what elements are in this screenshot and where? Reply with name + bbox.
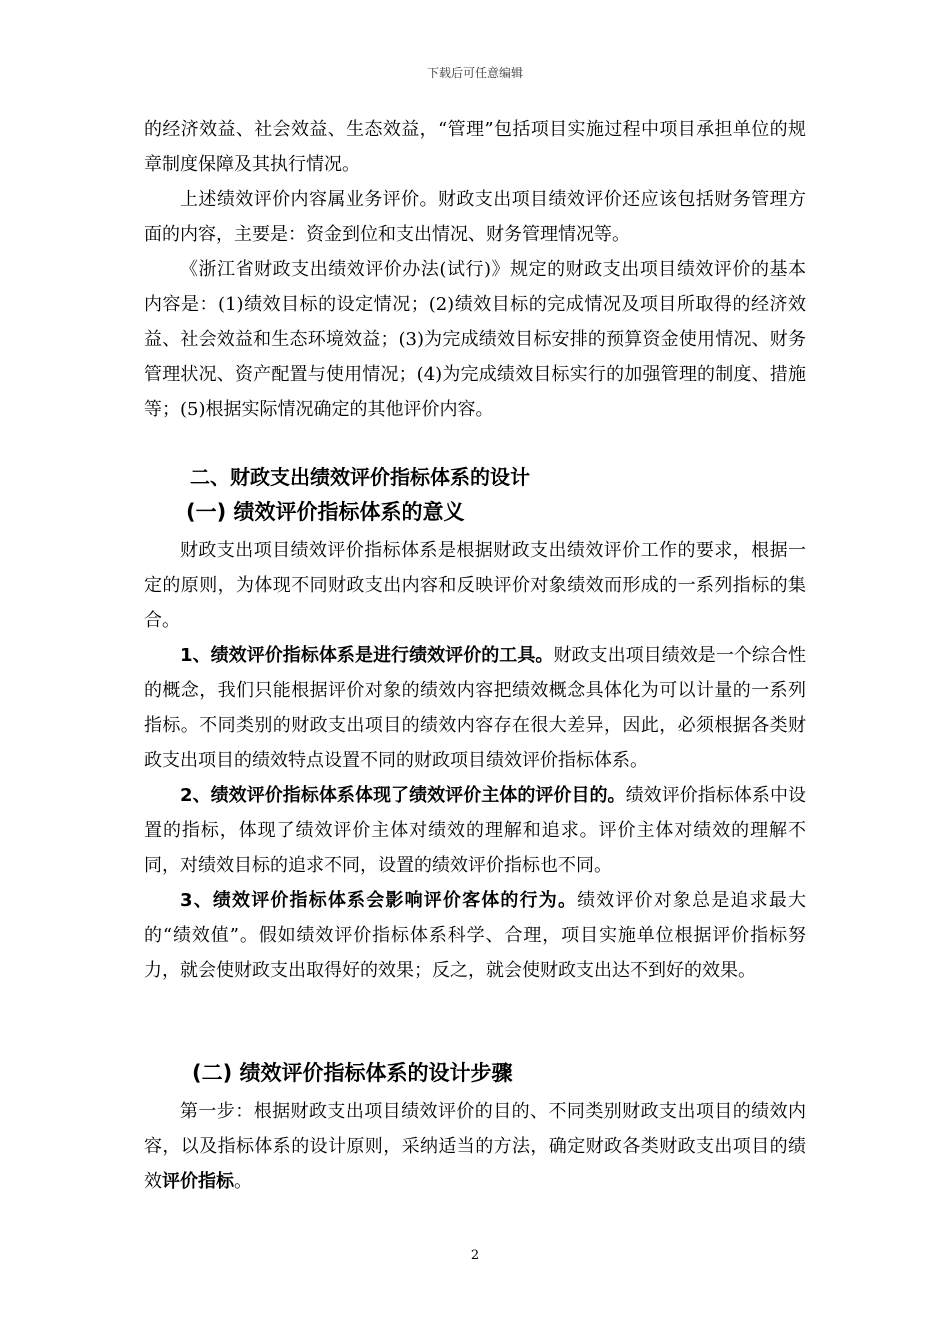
step-1-end: 。	[234, 1171, 252, 1192]
page-header: 下载后可任意编辑	[426, 66, 523, 80]
item-3-text: 绩效评价对象总是追求最大的“绩效值”。假如绩效评价指标体系科学、合理，项目实施单位根据评价指标努力，就会使财政支出取得好的效果；反之，就会使财政支出达不到好的效果。	[144, 890, 807, 981]
item-1-lead: 1、绩效评价指标体系是进行绩效评价的工具。	[180, 645, 554, 666]
item-2-text: 绩效评价指标体系中设置的指标，体现了绩效评价主体对绩效的理解和追求。评价主体对绩效的理解不同，对绩效目标的追求不同，设置的绩效评价指标也不同。	[144, 785, 806, 876]
paragraph-item-1	[144, 638, 806, 778]
paragraph-item-2	[144, 778, 806, 883]
paragraph-item-3	[144, 883, 806, 988]
page-number: 2	[470, 1248, 480, 1263]
paragraph-step-1	[144, 1094, 806, 1199]
paragraph-zhejiang-method: 《浙江省财政支出绩效评价办法(试行)》规定的财政支出项目绩效评价的基本内容是：(1)绩效目标的设定情况；(2)绩效目标的完成情况及项目所取得的经济效益、社会效益和生态环境效益；(3)为完成绩效目标安排的预算资金使用情况、财务管理状况、资产配置与使用情况；(4)为完成绩效目标实行的加强管理的制度、措施等；(5)根据实际情况确定的其他评价内容。	[144, 259, 806, 420]
body-block-3	[144, 1094, 806, 1199]
paragraph-definition: 财政支出项目绩效评价指标体系是根据财政支出绩效评价工作的要求，根据一定的原则，为体现不同财政支出内容和反映评价对象绩效而形成的一系列指标的集合。	[144, 540, 806, 631]
subsection-heading-2: (二) 绩效评价指标体系的设计步骤	[192, 1061, 513, 1085]
paragraph-continuation: 的经济效益、社会效益、生态效益，“管理”包括项目实施过程中项目承担单位的规章制度保障及其执行情况。	[144, 119, 806, 175]
item-3-lead: 3、绩效评价指标体系会影响评价客体的行为。	[180, 890, 578, 911]
item-1-text: 财政支出项目绩效是一个综合性的概念，我们只能根据评价对象的绩效内容把绩效概念具体化为可以计量的一系列指标。不同类别的财政支出项目的绩效内容存在很大差异，因此，必须根据各类财政支出项目的绩效特点设置不同的财政项目绩效评价指标体系。	[144, 645, 806, 771]
subsection-heading-1: (一) 绩效评价指标体系的意义	[186, 500, 465, 524]
paragraph-business-evaluation: 上述绩效评价内容属业务评价。财政支出项目绩效评价还应该包括财务管理方面的内容，主要是：资金到位和支出情况、财务管理情况等。	[144, 189, 806, 245]
body-block-1	[144, 112, 806, 427]
section-heading: 二、财政支出绩效评价指标体系的设计	[190, 465, 530, 489]
item-2-lead: 2、绩效评价指标体系体现了绩效评价主体的评价目的。	[180, 785, 626, 806]
body-block-2	[144, 533, 806, 988]
step-1-bold: 评价指标	[162, 1171, 234, 1192]
step-1-text: 第一步：根据财政支出项目绩效评价的目的、不同类别财政支出项目的绩效内容，以及指标体系的设计原则，采纳适当的方法，确定财政各类财政支出项目的绩效	[144, 1101, 806, 1192]
